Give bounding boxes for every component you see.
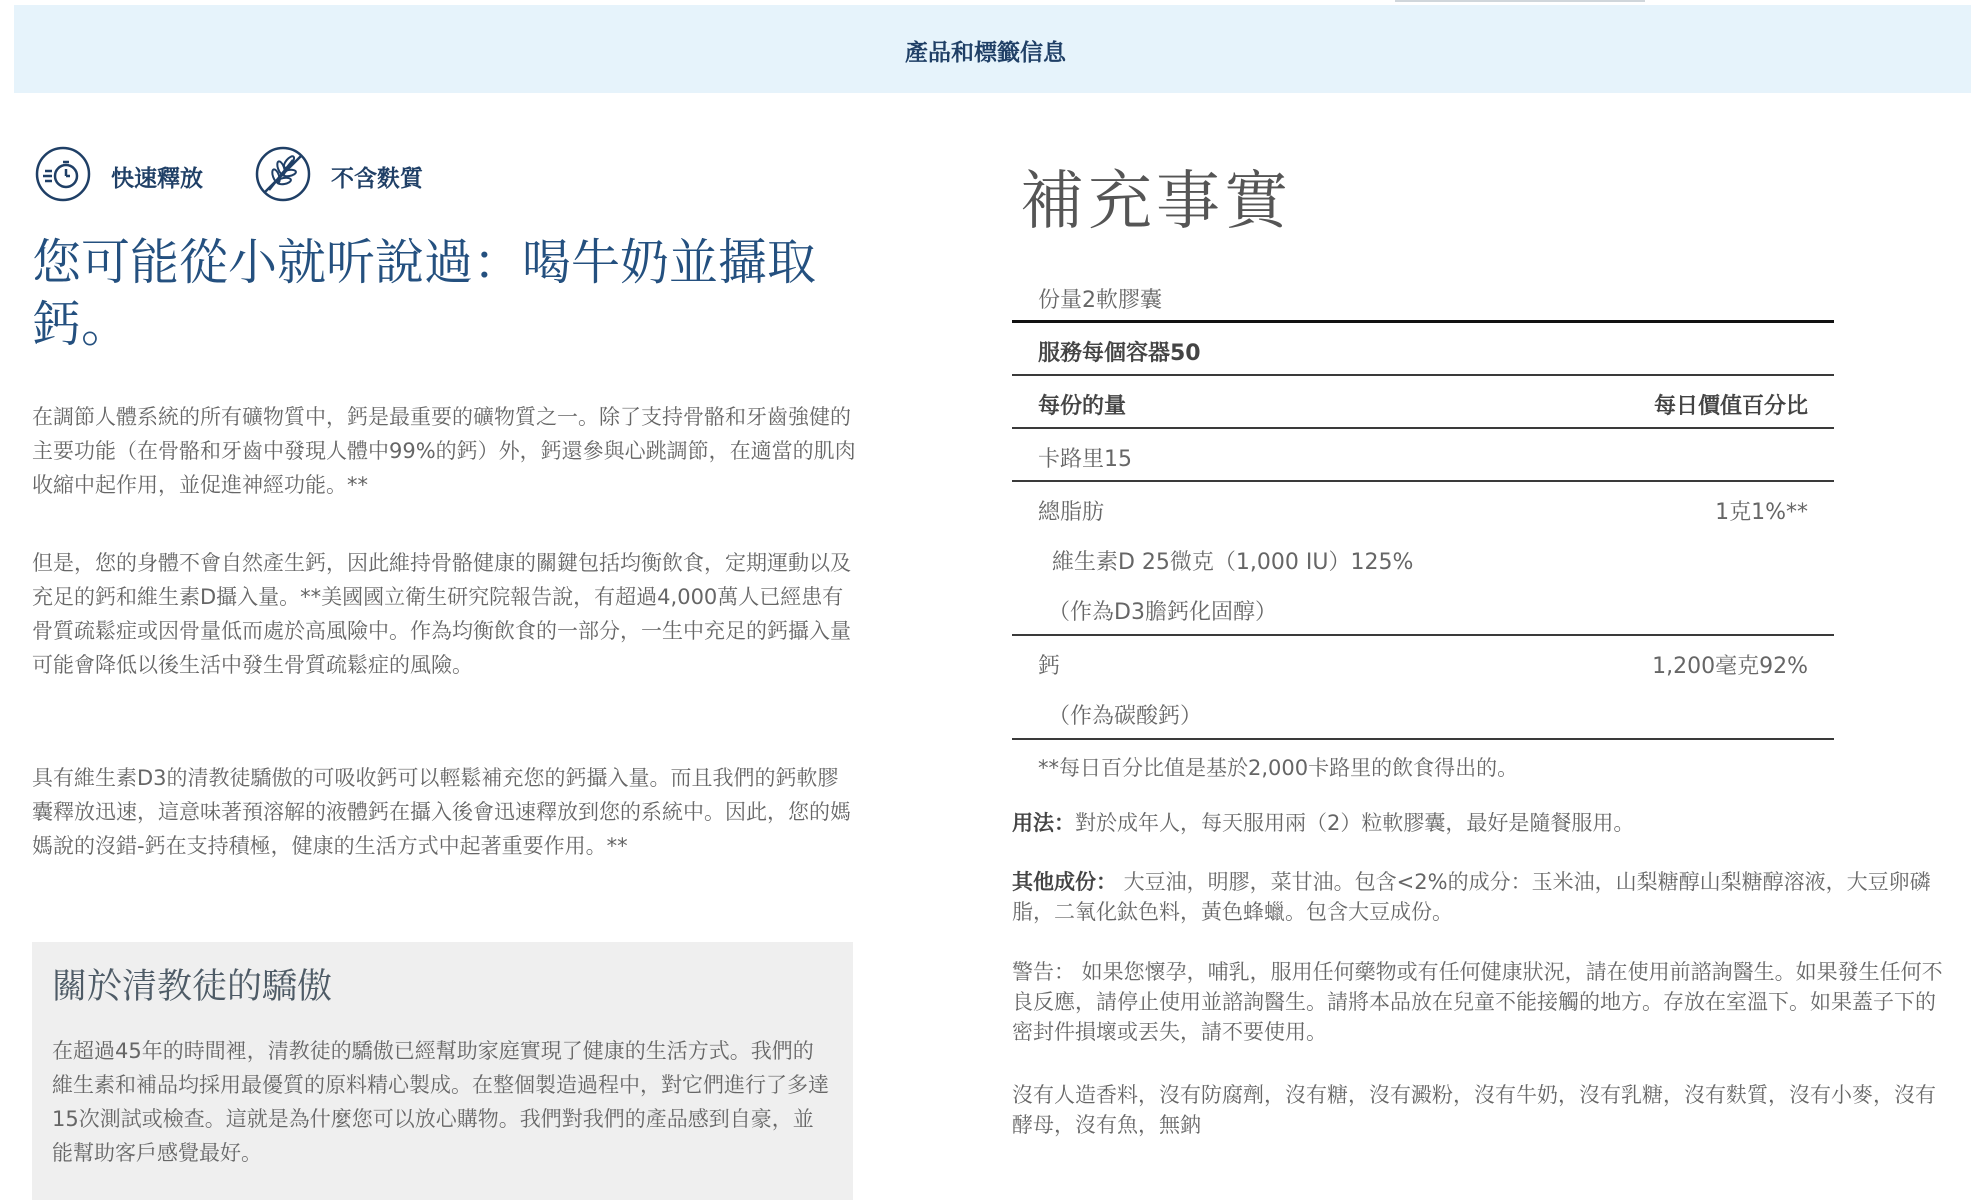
product-info-title: 產品和標籤信息	[905, 40, 1066, 66]
daily-value-footnote: **每日百分比值是基於2,000卡路里的飲食得出的。	[1038, 756, 1519, 780]
directions-label: 用法：	[1012, 811, 1075, 835]
warning	[1012, 957, 1952, 1047]
intro-paragraph-3: 具有維生素D3的清教徒驕傲的可吸收鈣可以輕鬆補充您的鈣攝入量。而且我們的鈣軟膠囊釋放迅速，這意味著預溶解的液體鈣在攝入後會迅速釋放到您的系統中。因此，您的媽媽說的沒錯-鈣在支持積極，健康的生活方式中起著重要作用。**	[32, 766, 851, 858]
table-header-row	[1012, 376, 1834, 429]
total-fat-label: 總脂肪	[1038, 500, 1105, 525]
badge-gluten-free-label: 不含麩質	[331, 166, 423, 192]
calcium-row	[1012, 636, 1834, 740]
servings-per-container-row	[1012, 323, 1834, 376]
stopwatch-icon	[35, 146, 91, 202]
amount-per-serving-header: 每份的量	[1038, 394, 1127, 419]
header-accent-line	[1395, 0, 1645, 2]
other-ingredients-label: 其他成份：	[1012, 870, 1117, 894]
daily-value-header: 每日價值百分比	[1653, 394, 1808, 419]
badge-quick-release-label: 快速釋放	[111, 166, 203, 192]
intro-paragraph-2: 但是，您的身體不會自然產生鈣，因此維持骨骼健康的關鍵包括均衡飲食，定期運動以及充足的鈣和維生素D攝入量。**美國國立衛生研究院報告說，有超過4,000萬人已經患有骨質疏鬆症或因骨量低而處於高風險中。作為均衡飲食的一部分，一生中充足的鈣攝入量可能會降低以後生活中發生骨質疏鬆症的風險。	[32, 551, 851, 677]
supplement-facts-table	[1012, 270, 1834, 740]
fat-vitamin-row	[1012, 482, 1834, 636]
other-ingredients	[1012, 867, 1952, 927]
calcium-value: 1,200毫克92%	[1652, 654, 1808, 679]
supplement-facts-title: 補充事實	[1020, 165, 1292, 239]
free-of-list: 沒有人造香料，沒有防腐劑，沒有糖，沒有澱粉，沒有牛奶，沒有乳糖，沒有麩質，沒有小麥，沒有酵母，沒有魚，無鈉	[1012, 1083, 1936, 1137]
serving-size: 份量2軟膠囊	[1038, 288, 1162, 313]
servings-per-container: 服務每個容器50	[1038, 341, 1201, 366]
total-fat-value: 1克1%**	[1715, 500, 1808, 525]
about-text: 在超過45年的時間裡，清教徒的驕傲已經幫助家庭實現了健康的生活方式。我們的維生素和補品均採用最優質的原料精心製成。在整個製造過程中，對它們進行了多達15次測試或檢查。這就是為什麼您可以放心購物。我們對我們的產品感到自豪，並能幫助客戶感覺最好。	[52, 1039, 829, 1165]
about-title: 關於清教徒的驕傲	[52, 967, 333, 1007]
calcium-label: 鈣	[1038, 654, 1061, 679]
warning-label: 警告：	[1012, 960, 1075, 984]
directions-text: 對於成年人，每天服用兩（2）粒軟膠囊，最好是隨餐服用。	[1075, 811, 1635, 835]
other-ingredients-text: 大豆油，明膠，菜甘油。包含<2%的成分：玉米油，山梨糖醇山梨糖醇溶液，大豆卵磷脂，二氧化鈦色料，黃色蜂蠟。包含大豆成份。	[1012, 870, 1931, 924]
warning-text: 如果您懷孕，哺乳，服用任何藥物或有任何健康狀況，請在使用前諮詢醫生。如果發生任何不良反應，請停止使用並諮詢醫生。請將本品放在兒童不能接觸的地方。存放在室溫下。如果蓋子下的密封件損壞或丟失，請不要使用。	[1012, 960, 1943, 1044]
serving-size-row	[1012, 270, 1834, 323]
calories: 卡路里15	[1038, 447, 1132, 472]
directions	[1012, 808, 1952, 838]
about-panel	[32, 942, 853, 1200]
vitamin-d: 維生素D 25微克（1,000 IU）125%	[1052, 550, 1414, 575]
calories-row	[1012, 429, 1834, 482]
wheat-icon	[255, 146, 311, 202]
intro-paragraph-1: 在調節人體系統的所有礦物質中，鈣是最重要的礦物質之一。除了支持骨骼和牙齒強健的主要功能（在骨骼和牙齒中發現人體中99%的鈣）外，鈣還參與心跳調節，在適當的肌肉收縮中起作用，並促進神經功能。**	[32, 405, 856, 497]
calcium-source: （作為碳酸鈣）	[1048, 704, 1203, 729]
page-headline: 您可能從小就听說過：喝牛奶並攝取鈣。	[32, 234, 817, 353]
vitamin-d-source: （作為D3膽鈣化固醇）	[1048, 600, 1277, 625]
